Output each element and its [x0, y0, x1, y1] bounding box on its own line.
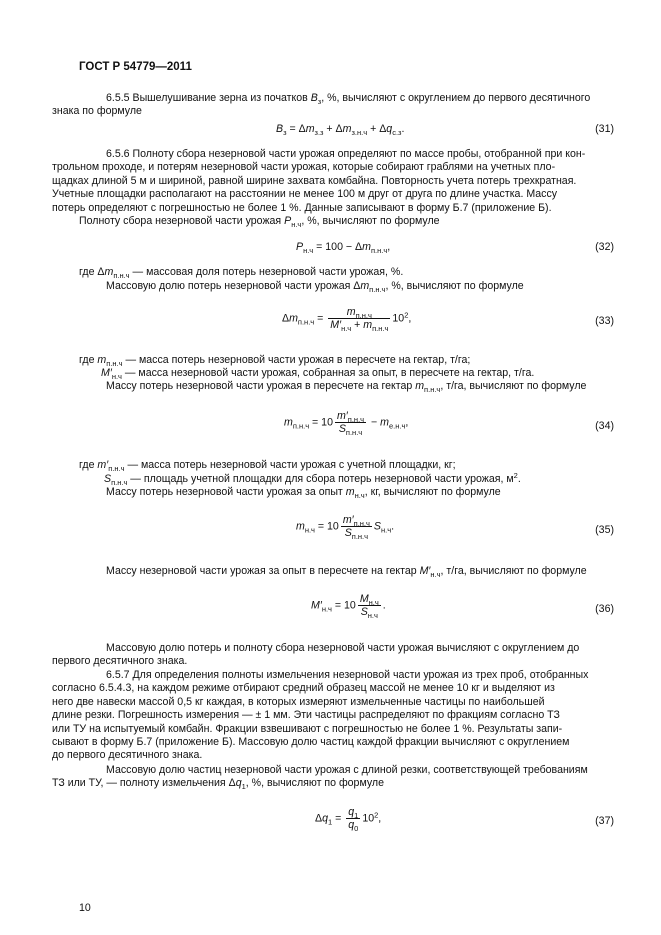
paragraph-6-5-7: 6.5.7 Для определения полноты измельчения незерновой части урожая из трех проб, отобранных согласно 6.5.4.3, на каждом режиме отбирают средний образец массой не менее 10 кг и выделяют из него две навески массой 0,5 кг каждая, в которых измеряют измельченные частицы по наибольшей длине резки. Погрешность измерения — ± 1 мм. Эти частицы распределяют по фракциям согласно ТЗ или ТУ на испытуемый комбайн. Фракции взвешивают с погрешностью не более 1 %. Результаты запи- сывают в форму Б.7 (приложение Б). Массовую долю частиц каждой фракции вычисляют с округлением до первого десятичного знака. — [52, 669, 589, 762]
definition-34-line-1: где $m'_{п.н.ч}$ — масса потерь незерновой части урожая с учетной площадки, кг; — [79, 459, 456, 473]
formula-31: $B_з = \Delta m_{з.з} + \Delta m_{з.н.ч} + \Delta q_{с.з}$. — [276, 123, 405, 137]
equation-number-32: (32) — [595, 241, 614, 253]
definition-34-line-2: $S_{п.н.ч}$ — площадь учетной площадки для сбора потерь незерновой части урожая, $м^2$. — [104, 471, 521, 487]
equation-number-31: (31) — [595, 123, 614, 135]
formula-34: $m_{п.н.ч} = 10$ $\frac{m'_{п.н.ч}}{S_{п.н.ч}}$ − $m_{е.н.ч}$, — [284, 410, 409, 437]
formula-33: $\Delta m_{п.н.ч}$ = $\frac{m_{п.н.ч}}{M'_{н.ч} + m_{п.н.ч}}$ $10^2$, — [282, 306, 412, 333]
paragraph-chopping: Массовую долю частиц незерновой части урожая с длиной резки, соответствующей требованиям ТЗ или ТУ, — полноту измельчения $\Delta q_1$, %, вычисляют по формуле — [52, 764, 588, 792]
definition-33-line-1: где $m_{п.н.ч}$ — масса потерь незерновой части урожая в пересчете на гектар, т/га; — [79, 354, 471, 368]
formula-32: $P_{н.ч} = 100 - \Delta m_{п.н.ч}$, — [296, 241, 391, 255]
paragraph-rounding: Массовую долю потерь и полноту сбора незерновой части урожая вычисляют с округлением до первого десятичного знака. — [52, 642, 580, 668]
equation-number-33: (33) — [595, 315, 614, 327]
equation-number-35: (35) — [595, 524, 614, 536]
definition-33-line-2: $M'_{н.ч}$ — масса незерновой части урожая, собранная за опыт, в пересчете на гектар, т/га. — [101, 367, 535, 381]
intro-formula-34: Массу потерь незерновой части урожая в пересчете на гектар $m_{п.н.ч}$, т/га, вычисляют по формуле — [106, 380, 587, 394]
intro-formula-33: Массовую долю потерь незерновой части урожая $\Delta m_{п.н.ч}$, %, вычисляют по формуле — [106, 280, 524, 294]
formula-36: $M'_{н.ч} = 10$ $\frac{M_{н.ч}}{S_{н.ч}}$ . — [311, 593, 386, 620]
equation-number-37: (37) — [595, 815, 614, 827]
page-number: 10 — [79, 902, 91, 914]
definition-32: где $\Delta m_{п.н.ч}$ — массовая доля потерь незерновой части урожая, %. — [79, 266, 404, 280]
intro-formula-35: Массу потерь незерновой части урожая за опыт $m_{н.ч}$, кг, вычисляют по формуле — [106, 486, 501, 500]
paragraph-6-5-6: 6.5.6 Полноту сбора незерновой части урожая определяют по массе пробы, отобранной при кон- трольном проходе, и потерям незерновой части урожая, которые собирают граблями на учетных пло- щадках длиной 5 м и шириной, равной ширине захвата комбайна. Повторность учета потерь трехкратная. Учетные площадки располагают на расстоянии не менее 100 м друг от друга по длине участка. Массу потерь определяют с погрешностью не более 1 %. Данные записывают в форму Б.7 (приложение Б). Полноту сбора незерновой части урожая $P_{н.ч}$, %, вычисляют по формуле — [52, 148, 586, 230]
formula-37: $\Delta q_1$ = $\frac{q_1}{q_0}$ $10^2$, — [315, 806, 382, 833]
document-header: ГОСТ Р 54779—2011 — [79, 61, 192, 73]
intro-formula-36: Массу незерновой части урожая за опыт в пересчете на гектар $M'_{н.ч}$, т/га, вычисляют по формуле — [106, 565, 587, 579]
equation-number-36: (36) — [595, 603, 614, 615]
paragraph-6-5-5: 6.5.5 Вышелушивание зерна из початков $B_з$, %, вычисляют с округлением до первого десятичного знака по формуле — [52, 92, 591, 118]
formula-35: $m_{н.ч} = 10$ $\frac{m'_{п.н.ч}}{S_{п.н.ч}}$ $S_{н.ч}$. — [296, 514, 395, 541]
equation-number-34: (34) — [595, 420, 614, 432]
